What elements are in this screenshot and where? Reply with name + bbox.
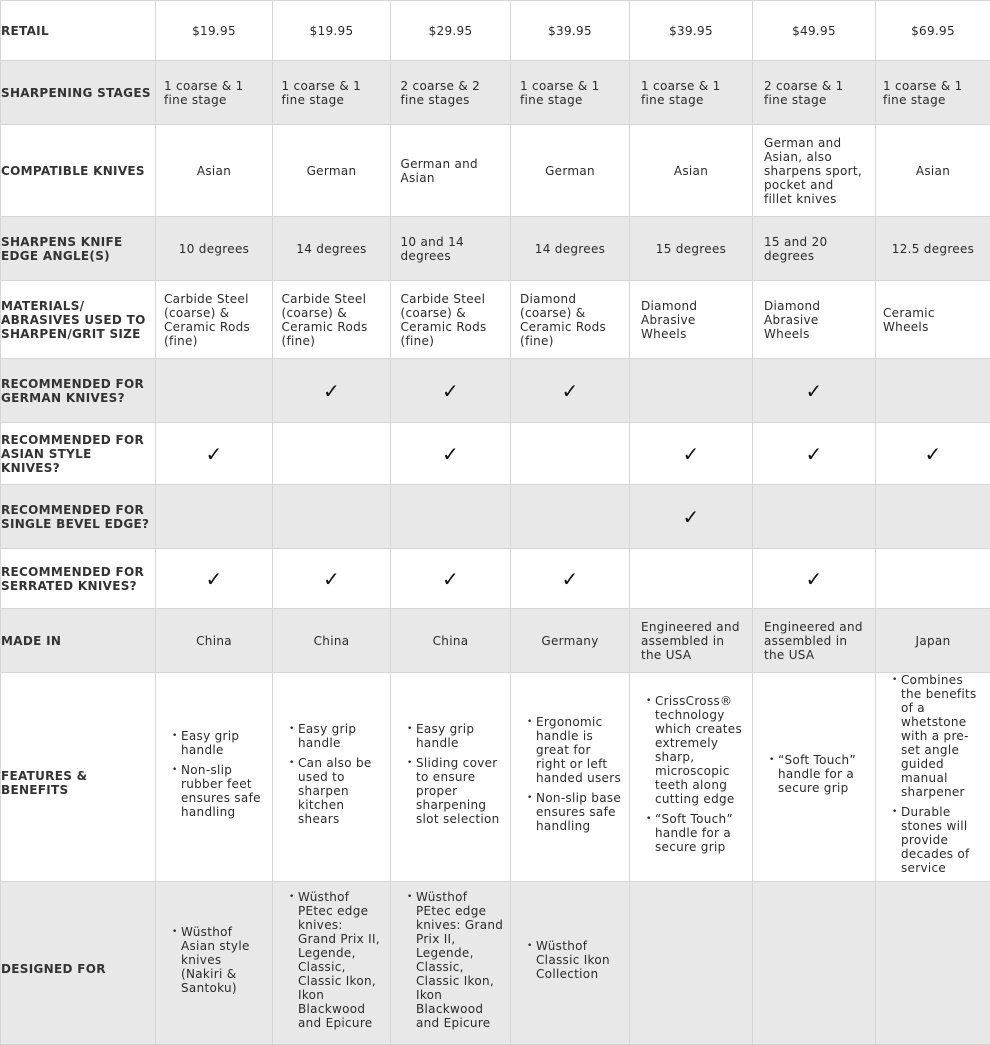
check-icon: ✓ (805, 442, 822, 466)
table-cell (273, 281, 391, 359)
table-cell (391, 549, 511, 609)
table-cell (876, 882, 990, 1045)
cell-text: 2 coarse & 1 fine stage (764, 79, 864, 107)
bullet-list (391, 722, 510, 826)
bullet-list (753, 753, 875, 795)
table-cell (156, 281, 273, 359)
cell-text: $39.95 (669, 24, 713, 38)
cell-text: 14 degrees (296, 242, 366, 256)
table-cell (876, 673, 990, 882)
table-cell (630, 549, 753, 609)
table-row (1, 217, 990, 281)
cell-text: Carbide Steel (coarse) & Ceramic Rods (fine) (282, 292, 382, 348)
table-cell (876, 217, 990, 281)
table-cell (391, 125, 511, 217)
list-item: • Easy grip handle (172, 729, 266, 757)
table-cell (156, 673, 273, 882)
table-cell (391, 217, 511, 281)
table-cell (753, 549, 876, 609)
cell-text: China (314, 634, 350, 648)
list-item: • “Soft Touch” handle for a secure grip (646, 812, 746, 854)
bullet-list (273, 890, 390, 1030)
table-row (1, 549, 990, 609)
list-item: • Wüsthof Asian style knives (Nakiri & Santoku) (172, 925, 266, 995)
row-label: RECOMMENDED FOR SINGLE BEVEL EDGE? (1, 485, 156, 549)
table-cell (273, 423, 391, 485)
table-cell (156, 125, 273, 217)
row-label: MADE IN (1, 609, 156, 673)
table-cell (511, 882, 630, 1045)
cell-text: 1 coarse & 1 fine stage (883, 79, 983, 107)
check-icon: ✓ (924, 442, 941, 466)
table-cell (511, 673, 630, 882)
row-label: RETAIL (1, 1, 156, 61)
table-cell (511, 423, 630, 485)
table-cell (511, 359, 630, 423)
table-cell (753, 359, 876, 423)
row-label: FEATURES & BENEFITS (1, 673, 156, 882)
list-item: • Easy grip handle (407, 722, 504, 750)
table-cell (391, 485, 511, 549)
table-cell (273, 673, 391, 882)
check-icon: ✓ (805, 567, 822, 591)
table-cell (630, 485, 753, 549)
list-item: • Wüsthof Classic Ikon Collection (527, 939, 623, 981)
cell-text: $69.95 (911, 24, 955, 38)
cell-text: Engineered and assembled in the USA (641, 620, 741, 662)
table-cell (753, 423, 876, 485)
row-label: SHARPENING STAGES (1, 61, 156, 125)
table-cell (156, 217, 273, 281)
row-label: RECOMMENDED FOR GERMAN KNIVES? (1, 359, 156, 423)
list-item: • “Soft Touch” handle for a secure grip (769, 753, 869, 795)
cell-text: 10 and 14 degrees (401, 235, 501, 263)
cell-text: Asian (197, 164, 231, 178)
cell-text: 10 degrees (179, 242, 249, 256)
check-icon: ✓ (682, 442, 699, 466)
table-row (1, 673, 990, 882)
table-cell (511, 549, 630, 609)
cell-text: China (196, 634, 232, 648)
table-cell (273, 485, 391, 549)
cell-text: 15 and 20 degrees (764, 235, 864, 263)
table-cell (630, 217, 753, 281)
table-cell (876, 359, 990, 423)
list-item: • Durable stones will provide decades of service (892, 805, 984, 875)
table-cell (876, 61, 990, 125)
cell-text: 1 coarse & 1 fine stage (282, 79, 382, 107)
table-cell (753, 485, 876, 549)
cell-text: German (307, 164, 357, 178)
table-row (1, 359, 990, 423)
table-cell (630, 125, 753, 217)
row-label: DESIGNED FOR (1, 882, 156, 1045)
table-cell (630, 1, 753, 61)
table-cell (753, 217, 876, 281)
bullet-list (156, 729, 272, 819)
table-cell (753, 281, 876, 359)
table-cell (753, 673, 876, 882)
table-cell (630, 423, 753, 485)
bullet-list (876, 673, 990, 875)
table-cell (511, 125, 630, 217)
comparison-table-body (1, 1, 990, 1045)
cell-text: Carbide Steel (coarse) & Ceramic Rods (fine) (401, 292, 501, 348)
table-cell (630, 359, 753, 423)
cell-text: Carbide Steel (coarse) & Ceramic Rods (fine) (164, 292, 264, 348)
table-cell (511, 485, 630, 549)
check-icon: ✓ (561, 567, 578, 591)
table-cell (511, 281, 630, 359)
table-cell (391, 423, 511, 485)
check-icon: ✓ (323, 567, 340, 591)
cell-text: Japan (916, 634, 951, 648)
table-cell (630, 609, 753, 673)
table-cell (273, 882, 391, 1045)
table-cell (391, 61, 511, 125)
cell-text: $39.95 (548, 24, 592, 38)
table-cell (876, 609, 990, 673)
check-icon: ✓ (442, 442, 459, 466)
table-cell (273, 609, 391, 673)
cell-text: Germany (541, 634, 598, 648)
table-cell (391, 359, 511, 423)
table-cell (273, 217, 391, 281)
table-cell (273, 61, 391, 125)
table-cell (156, 485, 273, 549)
check-icon: ✓ (442, 379, 459, 403)
table-cell (511, 609, 630, 673)
bullet-list (630, 694, 752, 854)
bullet-list (273, 722, 390, 826)
cell-text: $49.95 (792, 24, 836, 38)
row-label: COMPATIBLE KNIVES (1, 125, 156, 217)
list-item: • Easy grip handle (289, 722, 384, 750)
cell-text: Diamond (coarse) & Ceramic Rods (fine) (520, 292, 620, 348)
table-cell (391, 609, 511, 673)
cell-text: 1 coarse & 1 fine stage (164, 79, 264, 107)
cell-text: China (433, 634, 469, 648)
cell-text: German (545, 164, 595, 178)
table-cell (391, 882, 511, 1045)
cell-text: Diamond Abrasive Wheels (764, 299, 864, 341)
table-cell (876, 281, 990, 359)
table-cell (511, 61, 630, 125)
bullet-list (156, 925, 272, 995)
table-cell (876, 125, 990, 217)
cell-text: $29.95 (429, 24, 473, 38)
row-label: RECOMMENDED FOR ASIAN STYLE KNIVES? (1, 423, 156, 485)
list-item: • Wüsthof PEtec edge knives: Grand Prix II, Legende, Classic, Classic Ikon, Ikon Blackwood and Epicure (407, 890, 504, 1030)
list-item: • Non-slip base ensures safe handling (527, 791, 623, 833)
table-cell (630, 61, 753, 125)
cell-text: 1 coarse & 1 fine stage (520, 79, 620, 107)
table-cell (273, 359, 391, 423)
table-cell (753, 125, 876, 217)
table-row (1, 125, 990, 217)
table-cell (876, 485, 990, 549)
bullet-list (511, 715, 629, 833)
table-row (1, 423, 990, 485)
check-icon: ✓ (561, 379, 578, 403)
table-cell (630, 673, 753, 882)
cell-text: 14 degrees (535, 242, 605, 256)
table-cell (511, 217, 630, 281)
table-cell (753, 882, 876, 1045)
table-row (1, 609, 990, 673)
table-cell (630, 882, 753, 1045)
table-cell (156, 423, 273, 485)
table-cell (156, 549, 273, 609)
table-cell (156, 61, 273, 125)
cell-text: German and Asian, also sharpens sport, pocket and fillet knives (764, 136, 864, 206)
bullet-list (391, 890, 510, 1030)
table-cell (273, 549, 391, 609)
list-item: • Non-slip rubber feet ensures safe handling (172, 763, 266, 819)
bullet-list (511, 939, 629, 981)
check-icon: ✓ (442, 567, 459, 591)
table-row (1, 281, 990, 359)
cell-text: 1 coarse & 1 fine stage (641, 79, 741, 107)
list-item: • Sliding cover to ensure proper sharpening slot selection (407, 756, 504, 826)
cell-text: 15 degrees (656, 242, 726, 256)
list-item: • Ergonomic handle is great for right or left handed users (527, 715, 623, 785)
table-cell (753, 61, 876, 125)
row-label: SHARPENS KNIFE EDGE ANGLE(S) (1, 217, 156, 281)
table-cell (273, 1, 391, 61)
list-item: • Can also be used to sharpen kitchen shears (289, 756, 384, 826)
check-icon: ✓ (682, 505, 699, 529)
check-icon: ✓ (323, 379, 340, 403)
table-cell (156, 359, 273, 423)
table-cell (753, 1, 876, 61)
list-item: • Combines the benefits of a whetstone with a pre-set angle guided manual sharpener (892, 673, 984, 799)
table-cell (391, 1, 511, 61)
list-item: • CrissCross® technology which creates extremely sharp, microscopic teeth along cutting edge (646, 694, 746, 806)
table-cell (876, 549, 990, 609)
table-cell (753, 609, 876, 673)
row-label: MATERIALS/ ABRASIVES USED TO SHARPEN/GRIT SIZE (1, 281, 156, 359)
table-row (1, 61, 990, 125)
table-cell (273, 125, 391, 217)
table-cell (156, 882, 273, 1045)
check-icon: ✓ (205, 442, 222, 466)
list-item: • Wüsthof PEtec edge knives: Grand Prix II, Legende, Classic, Classic Ikon, Ikon Blackwood and Epicure (289, 890, 384, 1030)
check-icon: ✓ (805, 379, 822, 403)
table-cell (511, 1, 630, 61)
cell-text: Engineered and assembled in the USA (764, 620, 864, 662)
table-row (1, 485, 990, 549)
table-cell (156, 609, 273, 673)
cell-text: 12.5 degrees (892, 242, 974, 256)
table-cell (391, 281, 511, 359)
cell-text: $19.95 (192, 24, 236, 38)
table-cell (391, 673, 511, 882)
table-cell (876, 423, 990, 485)
table-row (1, 1, 990, 61)
cell-text: Ceramic Wheels (883, 306, 983, 334)
row-label: RECOMMENDED FOR SERRATED KNIVES? (1, 549, 156, 609)
cell-text: Diamond Abrasive Wheels (641, 299, 741, 341)
table-row (1, 882, 990, 1045)
table-cell (876, 1, 990, 61)
check-icon: ✓ (205, 567, 222, 591)
table-cell (156, 1, 273, 61)
cell-text: Asian (674, 164, 708, 178)
cell-text: $19.95 (310, 24, 354, 38)
cell-text: Asian (916, 164, 950, 178)
cell-text: German and Asian (401, 157, 501, 185)
cell-text: 2 coarse & 2 fine stages (401, 79, 501, 107)
table-cell (630, 281, 753, 359)
